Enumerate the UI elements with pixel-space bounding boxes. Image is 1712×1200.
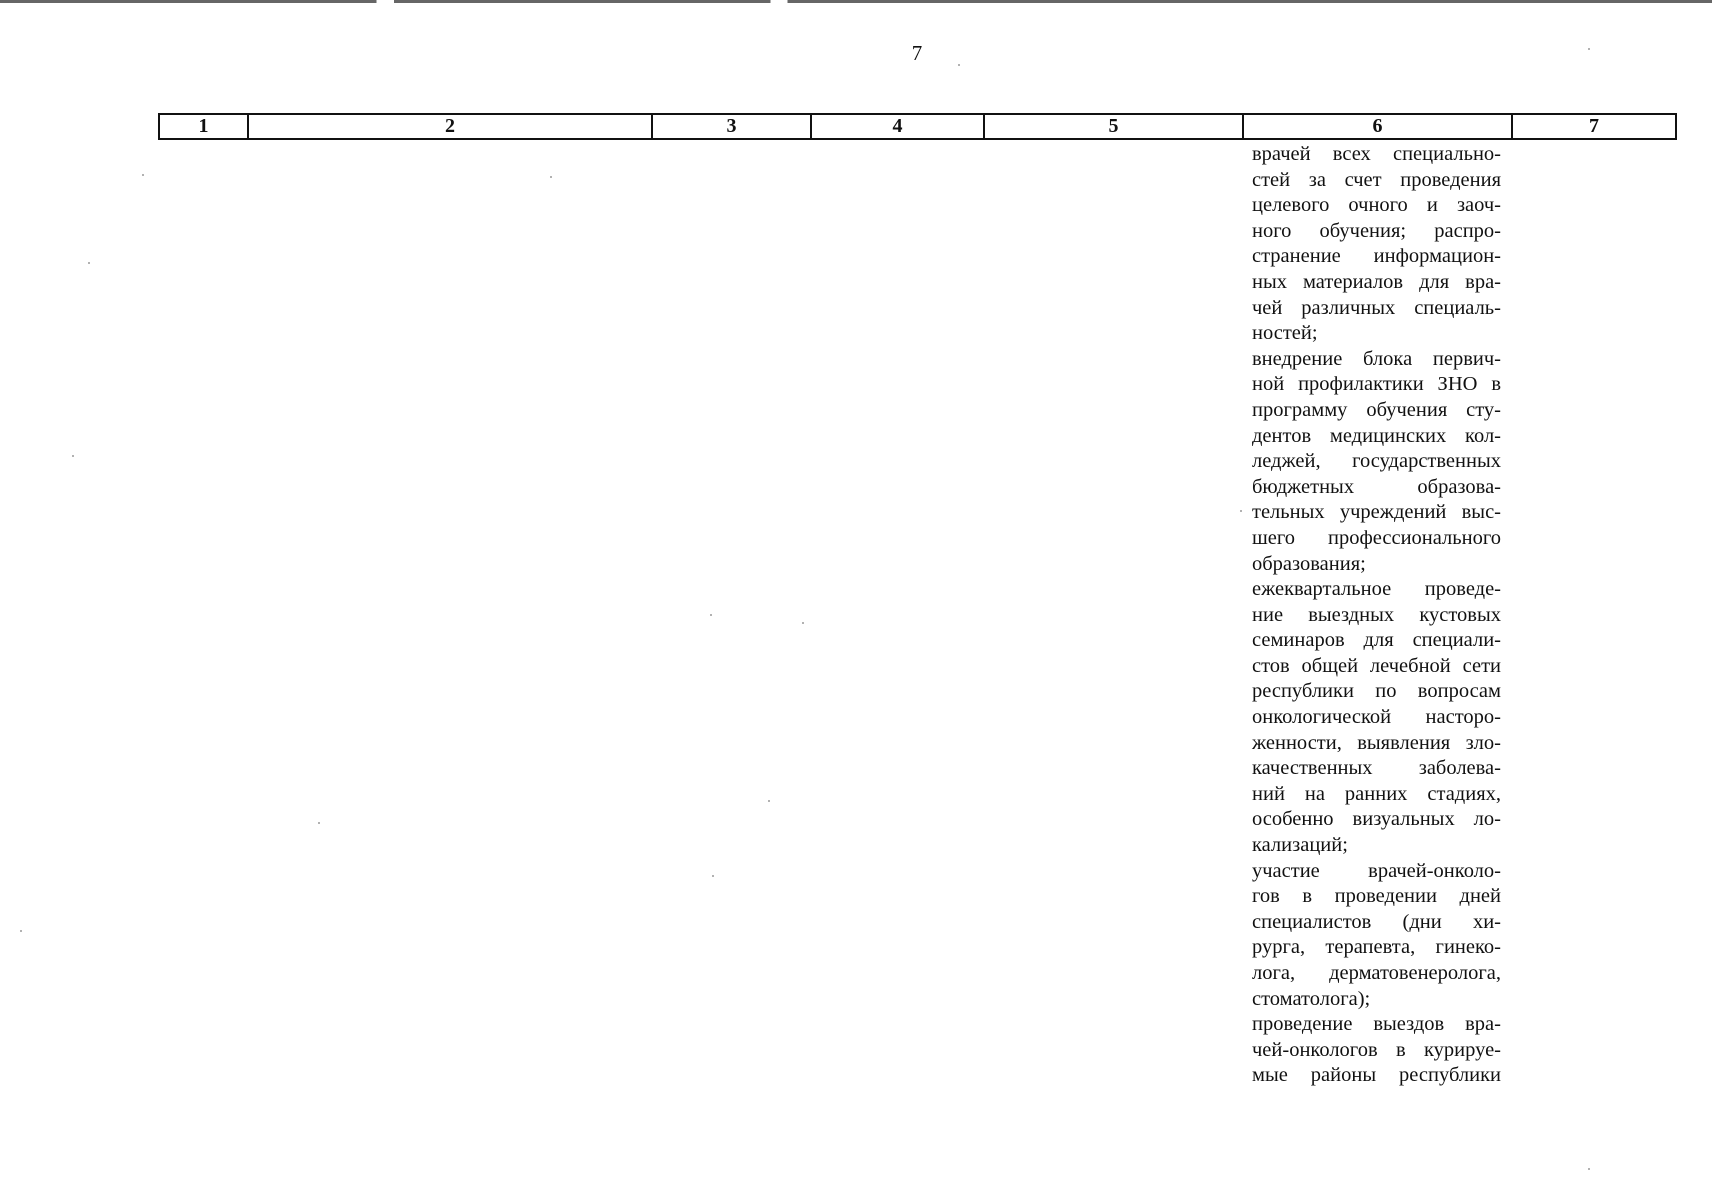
scan-speck	[1588, 48, 1590, 50]
cell-text-line: рурга, терапевта, гинеко-	[1252, 936, 1501, 959]
cell-text-line: онкологической насторо-	[1252, 706, 1501, 729]
cell-text-line: целевого очного и заоч-	[1252, 194, 1501, 217]
cell-text-line: участие врачей-онколо-	[1252, 859, 1501, 882]
scan-speck	[1240, 510, 1242, 512]
cell-text-line: программу обучения сту-	[1252, 398, 1501, 421]
cell-text-line: врачей всех специально-	[1252, 143, 1501, 165]
column-header-3: 3	[652, 114, 811, 139]
cell-text-line: семинаров для специали-	[1252, 629, 1501, 652]
cell-text-line: особенно визуальных ло-	[1252, 808, 1501, 831]
column-header-5: 5	[984, 114, 1243, 139]
cell-text-line: чей-онкологов в курируе-	[1252, 1038, 1501, 1061]
cell-text-line: женности, выявления зло-	[1252, 731, 1501, 754]
page-number: 7	[911, 41, 923, 65]
cell-text-line: ний на ранних стадиях,	[1252, 782, 1501, 805]
cell-text-line: леджей, государственных	[1252, 450, 1501, 473]
cell-text-line: бюджетных образова-	[1252, 475, 1501, 498]
cell-text-line: стоматолога);	[1252, 987, 1371, 1010]
scan-speck	[550, 176, 552, 178]
table-header	[158, 113, 1677, 140]
scan-speck	[802, 622, 804, 624]
column-header-2: 2	[248, 114, 652, 139]
cell-text-line: дентов медицинских кол-	[1252, 424, 1501, 447]
column-header-4: 4	[811, 114, 984, 139]
cell-text-line: качественных заболева-	[1252, 757, 1501, 780]
scan-speck	[20, 930, 22, 932]
scan-speck	[710, 614, 712, 616]
cell-text-line: кализаций;	[1252, 834, 1348, 857]
scan-edge	[0, 0, 1712, 3]
cell-text-line: ного обучения; распро-	[1252, 219, 1501, 242]
cell-text-line: ных материалов для вра-	[1252, 270, 1501, 293]
scan-speck	[142, 174, 144, 176]
cell-text-line: лога, дерматовенеролога,	[1252, 962, 1501, 984]
scan-speck	[72, 455, 74, 457]
scan-speck	[318, 822, 320, 824]
scan-speck	[768, 800, 770, 802]
cell-text-line: ностей;	[1252, 322, 1318, 345]
scan-speck	[958, 64, 960, 66]
cell-text-line: ние выездных кустовых	[1252, 603, 1501, 626]
cell-text-line: гов в проведении дней	[1252, 885, 1501, 908]
cell-text-line: тельных учреждений выс-	[1252, 501, 1501, 524]
column-header-7: 7	[1512, 114, 1676, 139]
cell-text-line: стов общей лечебной сети	[1252, 654, 1501, 677]
cell-text-line: ной профилактики ЗНО в	[1252, 373, 1501, 396]
scan-speck	[88, 262, 90, 264]
cell-text-line: странение информацион-	[1252, 245, 1501, 268]
table-header-row	[159, 114, 1676, 139]
scan-speck	[712, 875, 714, 877]
cell-text-line: проведение выездов вра-	[1252, 1013, 1501, 1036]
column-header-6: 6	[1243, 114, 1512, 139]
cell-text-line: республики по вопросам	[1252, 680, 1501, 703]
cell-text-line: шего профессионального	[1252, 526, 1501, 549]
cell-text-line: специалистов (дни хи-	[1252, 910, 1501, 933]
cell-text-line: стей за счет проведения	[1252, 168, 1501, 191]
cell-text-line: чей различных специаль-	[1252, 296, 1501, 319]
scan-speck	[1588, 1168, 1590, 1170]
cell-text-line: внедрение блока первич-	[1252, 347, 1501, 370]
column-header-1: 1	[159, 114, 248, 139]
cell-text-line: образования;	[1252, 552, 1366, 575]
column-6-cell-text	[1252, 142, 1501, 1089]
cell-text-line: ежеквартальное проведе-	[1252, 578, 1501, 601]
cell-text-line: мые районы республики	[1252, 1064, 1501, 1087]
